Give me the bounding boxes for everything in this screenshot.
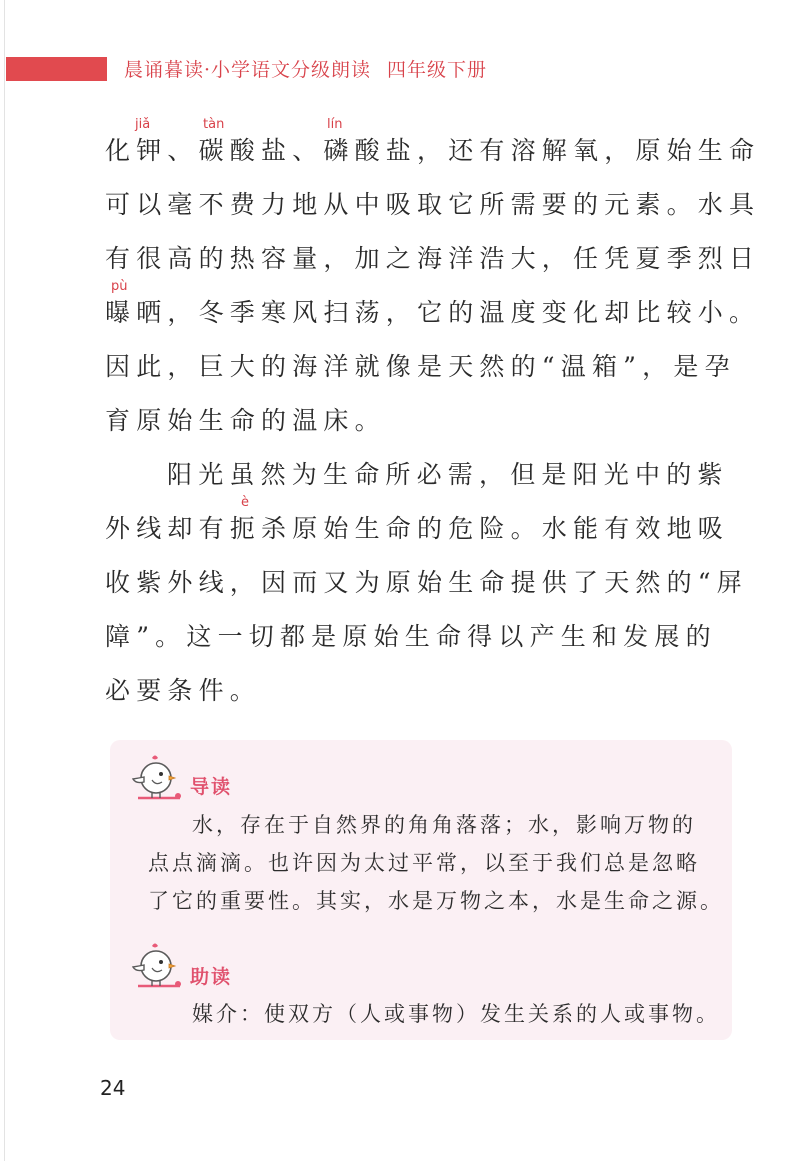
body-line-5 <box>105 340 745 394</box>
helper-text <box>148 995 728 1033</box>
body-line-3 <box>105 232 761 286</box>
page-number: 24 <box>100 1076 126 1100</box>
body-line-10 <box>105 610 745 664</box>
body-line-text: 必要条件。 <box>105 676 262 705</box>
body-line-text: 收紫外线，因而又为原始生命提供了天然的“屏 <box>105 568 748 597</box>
guide-line-2: 点点滴滴。也许因为太过平常，以至于我们总是忽略 <box>148 851 700 875</box>
body-line-text: 化钾、碳酸盐、磷酸盐，还有溶解氧，原始生命 <box>105 136 761 165</box>
body-line-text: 有很高的热容量，加之海洋浩大，任凭夏季烈日 <box>105 244 761 273</box>
body-line-8 <box>105 495 745 556</box>
bird-icon <box>130 752 182 812</box>
guide-label: 导读 <box>190 776 233 798</box>
body-line-text: 育原始生命的温床。 <box>105 406 386 435</box>
body-line-text: 外线却有扼杀原始生命的危险。水能有效地吸 <box>105 514 730 543</box>
bird-icon-2 <box>130 940 182 1000</box>
pinyin-e: è <box>241 495 249 510</box>
header-title <box>124 57 487 83</box>
pinyin-lin: lín <box>327 117 343 132</box>
guide-line-1: 水，存在于自然界的角角落落；水，影响万物的 <box>192 813 696 837</box>
body-line-9 <box>105 556 748 610</box>
body-line-text: 因此，巨大的海洋就像是天然的“温箱”，是孕 <box>105 352 736 381</box>
body-line-2 <box>105 178 761 232</box>
helper-label: 助读 <box>190 966 233 988</box>
body-line-text: 阳光虽然为生命所必需，但是阳光中的紫 <box>167 460 729 489</box>
body-line-7 <box>105 448 745 502</box>
header-accent-bar <box>6 57 107 81</box>
pinyin-jia: jiǎ <box>135 117 151 132</box>
guide-line-3: 了它的重要性。其实，水是万物之本，水是生命之源。 <box>148 889 724 913</box>
series-title: 晨诵暮读·小学语文分级朗读 <box>124 59 372 81</box>
page-edge <box>4 0 5 1161</box>
pinyin-pu: pù <box>111 279 128 294</box>
body-line-text: 障”。这一切都是原始生命得以产生和发展的 <box>105 622 717 651</box>
body-line-11 <box>105 664 745 718</box>
body-text <box>105 117 761 718</box>
body-line-4 <box>105 279 761 340</box>
body-line-text: 可以毫不费力地从中吸取它所需要的元素。水具 <box>105 190 761 219</box>
body-line-6 <box>105 394 745 448</box>
body-line-1 <box>105 117 761 178</box>
pinyin-tan: tàn <box>203 117 225 132</box>
body-line-text: 曝晒，冬季寒风扫荡，它的温度变化却比较小。 <box>105 298 761 327</box>
guide-text <box>148 806 728 920</box>
helper-line-1: 媒介：使双方（人或事物）发生关系的人或事物。 <box>192 1002 720 1026</box>
volume-title: 四年级下册 <box>387 59 488 81</box>
